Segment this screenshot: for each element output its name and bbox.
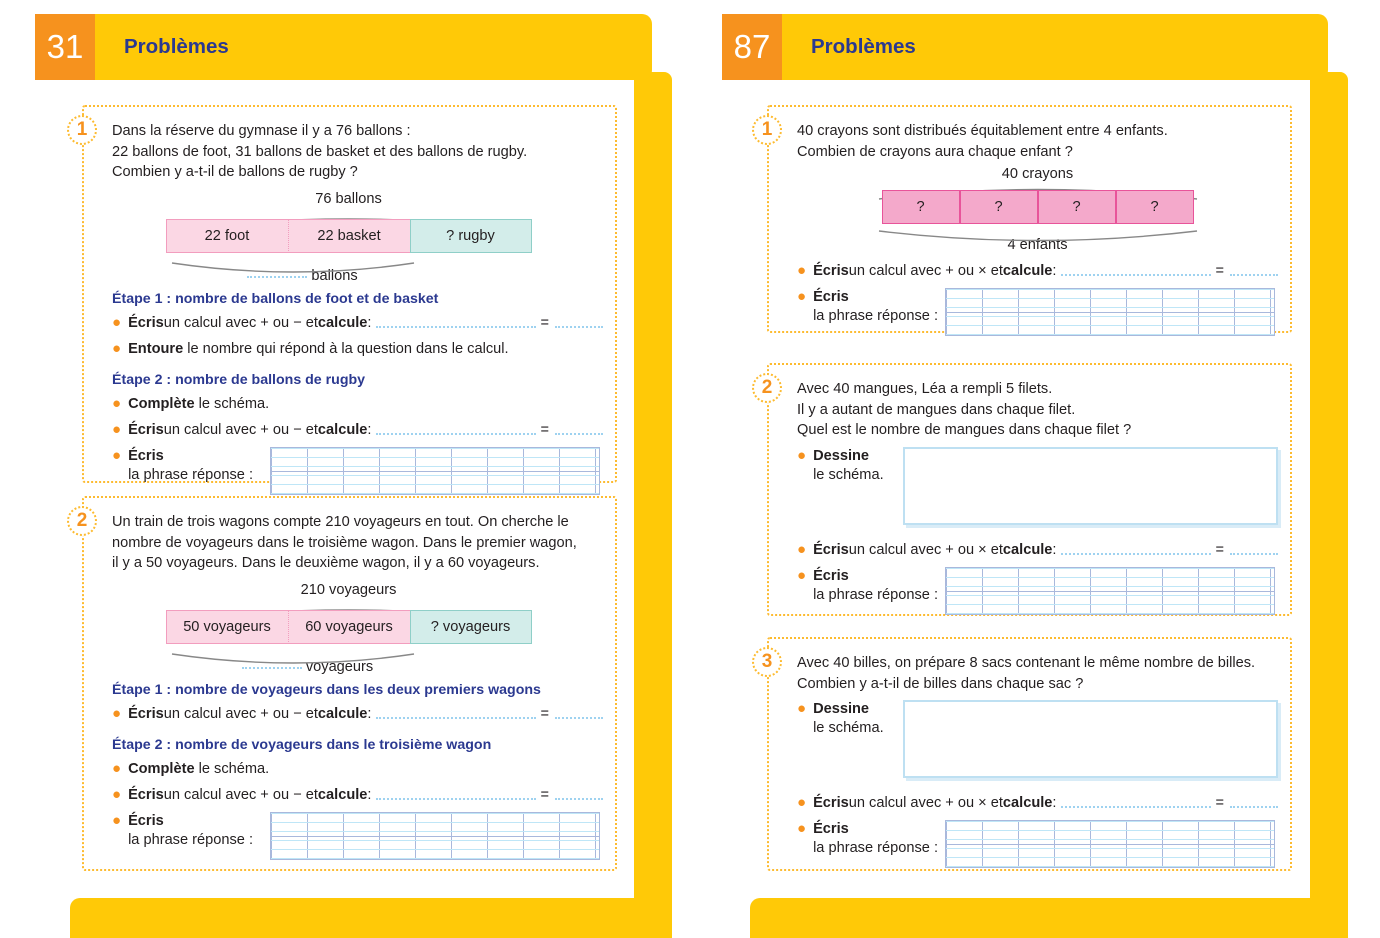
bar-diagram-cells	[166, 610, 532, 644]
exercise-block	[76, 105, 617, 483]
equals-sign: =	[1215, 541, 1224, 558]
bar-diagram-total-label: 210 voyageurs	[300, 581, 397, 598]
instruction-row: ● Écris un calcul avec + ou − et calcule : =	[112, 786, 603, 805]
instruction-row: ● Écris un calcul avec + ou − et calcule : =	[112, 705, 603, 724]
exercise-number: 1	[67, 115, 97, 145]
equals-sign: =	[1215, 795, 1224, 811]
equals-sign: =	[540, 705, 549, 722]
statement-line: Dans la réserve du gymnase il y a 76 ballons :	[112, 123, 411, 139]
instruction-verb2: calcule	[317, 705, 368, 722]
statement-line: Il y a autant de mangues dans chaque filet.	[797, 401, 1076, 418]
statement-line: 40 crayons sont distribués équitablement entre 4 enfants.	[797, 123, 1168, 139]
statement-line: Combien y a-t-il de billes dans chaque sac ?	[797, 675, 1084, 692]
exercise-number: 3	[752, 647, 782, 677]
exercise-block	[761, 363, 1292, 616]
bar-cell: ?	[1038, 190, 1116, 224]
equals-sign: =	[540, 421, 549, 438]
bullet-dot: ●	[112, 339, 122, 357]
instruction-verb2: calcule	[317, 314, 368, 331]
bar-diagram	[112, 582, 603, 675]
bar-diagram	[112, 191, 603, 284]
seyes-baseline	[946, 844, 1274, 845]
bullet-dot: ●	[112, 811, 122, 829]
bar-cell: ?	[960, 190, 1038, 224]
calc-input-line[interactable]	[376, 706, 536, 719]
bar-cell: ? voyageurs	[410, 610, 532, 644]
bar-cell: 22 foot	[166, 219, 288, 253]
bullet-dot: ●	[112, 420, 122, 438]
page-right	[722, 0, 1358, 938]
bullet-dot: ●	[797, 794, 807, 811]
step-title: Étape 1 : nombre de voyageurs dans les deux premiers wagons	[112, 681, 541, 698]
exercise-statement	[112, 121, 603, 183]
statement-line: Combien y a-t-il de ballons de rugby ?	[112, 164, 358, 180]
bullet-dot: ●	[112, 394, 122, 412]
instruction-text: le schéma.	[813, 466, 884, 483]
instruction-row: ● Écris un calcul avec + ou − et calcule : =	[112, 314, 603, 333]
answer-sentence-row	[797, 288, 1278, 336]
answer-sentence-row	[797, 567, 1278, 615]
result-input-line[interactable]	[1230, 542, 1278, 555]
page-right-number: 87	[722, 14, 782, 80]
page-left-frame-vertical	[634, 72, 672, 922]
page-left-number: 31	[35, 14, 95, 80]
exercise-statement	[112, 512, 603, 574]
bullet-dot: ●	[112, 313, 122, 331]
instruction-row: ● Écris un calcul avec + ou × et calcule : =	[797, 794, 1278, 813]
draw-schema-row	[797, 447, 1278, 525]
step-title: Étape 1 : nombre de ballons de foot et de basket	[112, 290, 439, 307]
instruction-text: la phrase réponse :	[813, 586, 939, 603]
instruction-text: un calcul avec + ou × et	[848, 541, 1003, 558]
instruction-text: le schéma.	[813, 720, 884, 736]
instruction-verb2: calcule	[317, 421, 368, 438]
instruction-verb: Écris	[128, 314, 164, 331]
drawing-area[interactable]	[903, 700, 1278, 778]
instruction-row	[112, 340, 603, 359]
bar-diagram	[797, 166, 1278, 253]
instruction-verb: Écris	[813, 289, 849, 305]
exercise-number: 2	[752, 373, 782, 403]
instruction-text: la phrase réponse :	[813, 308, 939, 324]
bullet-dot: ●	[797, 288, 807, 305]
calc-input-line[interactable]	[376, 315, 536, 328]
bullet-dot: ●	[797, 566, 807, 584]
bar-diagram-answer-label: ballons	[2, 268, 603, 284]
statement-line: nombre de voyageurs dans le troisième wagon. Dans le premier wagon,	[112, 534, 577, 551]
calc-input-line[interactable]	[376, 787, 536, 800]
instruction-verb2: calcule	[1002, 263, 1053, 279]
equals-sign: =	[540, 786, 549, 803]
bullet-dot: ●	[112, 759, 122, 777]
statement-line: Un train de trois wagons compte 210 voyageurs en tout. On cherche le	[112, 514, 569, 530]
bar-diagram-cells	[166, 219, 532, 253]
answer-grid[interactable]	[945, 820, 1275, 868]
instruction-verb: Écris	[128, 447, 164, 464]
bullet-dot: ●	[797, 820, 807, 837]
instruction-row: ● Écris un calcul avec + ou × et calcule : =	[797, 541, 1278, 560]
instruction-verb: Écris	[813, 821, 849, 837]
instruction-verb: Écris	[813, 795, 849, 811]
bullet-dot: ●	[112, 446, 122, 464]
instruction-text: la phrase réponse :	[813, 840, 939, 856]
bar-cell: ?	[882, 190, 960, 224]
instruction-text: un calcul avec + ou − et	[163, 786, 318, 803]
page-left-frame-bottom	[70, 898, 672, 938]
result-input-line[interactable]	[1230, 795, 1278, 808]
statement-line: Quel est le nombre de mangues dans chaque filet ?	[797, 422, 1132, 438]
bar-diagram-answer-label: voyageurs	[12, 659, 603, 675]
answer-sentence-row	[112, 812, 603, 860]
answer-grid[interactable]	[945, 288, 1275, 336]
result-input-line[interactable]	[555, 706, 603, 719]
answer-sentence-row	[112, 447, 603, 495]
instruction-verb: Écris	[813, 567, 849, 584]
instruction-text: la phrase réponse :	[128, 831, 254, 848]
bar-cell: 50 voyageurs	[166, 610, 288, 644]
seyes-baseline	[271, 471, 599, 472]
calc-input-line[interactable]	[376, 422, 536, 435]
instruction-row: ● Écris un calcul avec + ou − et calcule : =	[112, 421, 603, 440]
instruction-text: un calcul avec + ou × et	[848, 263, 1003, 279]
instruction-text: le schéma.	[194, 760, 270, 777]
instruction-verb: Écris	[128, 812, 164, 829]
instruction-text: le schéma.	[194, 395, 270, 412]
statement-line: Combien de crayons aura chaque enfant ?	[797, 143, 1073, 160]
bar-diagram-answer-label: 4 enfants	[1007, 237, 1068, 253]
instruction-text: le nombre qui répond à la question dans le calcul.	[183, 340, 509, 357]
page-left-title: Problèmes	[124, 35, 229, 58]
bullet-dot: ●	[797, 540, 807, 558]
instruction-row: ● Écris un calcul avec + ou × et calcule : =	[797, 262, 1278, 281]
exercise-block	[761, 637, 1292, 871]
instruction-verb2: calcule	[1002, 795, 1053, 811]
instruction-row	[112, 395, 603, 414]
bar-cell: 60 voyageurs	[288, 610, 410, 644]
answer-grid[interactable]	[270, 447, 600, 495]
exercise-statement	[797, 379, 1278, 441]
instruction-row	[112, 760, 603, 779]
step-title: Étape 2 : nombre de ballons de rugby	[112, 371, 366, 388]
page-left	[22, 0, 682, 938]
answer-sentence-row	[797, 820, 1278, 868]
drawing-area[interactable]	[903, 447, 1278, 525]
exercise-number: 2	[67, 506, 97, 536]
exercise-statement	[797, 121, 1278, 162]
bar-diagram-total-label: 40 crayons	[1001, 166, 1074, 182]
result-input-line[interactable]	[555, 787, 603, 800]
answer-grid[interactable]	[945, 567, 1275, 615]
draw-schema-row	[797, 700, 1278, 778]
result-input-line[interactable]	[1230, 263, 1278, 276]
statement-line: il y a 50 voyageurs. Dans le deuxième wagon, il y a 60 voyageurs.	[112, 555, 540, 571]
page-right-header	[722, 14, 1328, 80]
statement-line: Avec 40 billes, on prépare 8 sacs contenant le même nombre de billes.	[797, 655, 1256, 671]
instruction-text: un calcul avec + ou × et	[848, 795, 1003, 811]
page-right-frame-vertical	[1310, 72, 1348, 922]
instruction-verb: Dessine	[813, 701, 870, 717]
exercise-block	[761, 105, 1292, 333]
instruction-verb: Écris	[128, 421, 164, 438]
instruction-verb: Entoure	[128, 340, 184, 357]
instruction-verb: Complète	[128, 760, 195, 777]
instruction-verb: Écris	[128, 786, 164, 803]
exercise-number: 1	[752, 115, 782, 145]
equals-sign: =	[1215, 263, 1224, 279]
instruction-text: un calcul avec + ou − et	[163, 314, 318, 331]
answer-grid[interactable]	[270, 812, 600, 860]
fill-blank[interactable]	[242, 667, 302, 669]
bar-diagram-total-label: 76 ballons	[315, 190, 382, 207]
calc-input-line[interactable]	[1061, 542, 1211, 555]
fill-blank[interactable]	[247, 276, 307, 278]
page-left-header	[35, 14, 652, 80]
step-title: Étape 2 : nombre de voyageurs dans le troisième wagon	[112, 736, 492, 753]
bullet-dot: ●	[797, 262, 807, 279]
instruction-verb2: calcule	[317, 786, 368, 803]
seyes-baseline	[946, 591, 1274, 592]
equals-sign: =	[540, 314, 549, 331]
statement-line: 22 ballons de foot, 31 ballons de basket et des ballons de rugby.	[112, 143, 528, 160]
instruction-verb: Écris	[813, 541, 849, 558]
instruction-verb2: calcule	[1002, 541, 1053, 558]
instruction-text: la phrase réponse :	[128, 466, 254, 483]
page-right-title: Problèmes	[811, 35, 916, 58]
result-input-line[interactable]	[555, 315, 603, 328]
statement-line: Avec 40 mangues, Léa a rempli 5 filets.	[797, 381, 1053, 397]
bullet-dot: ●	[112, 785, 122, 803]
exercise-block	[76, 496, 617, 871]
instruction-verb: Dessine	[813, 447, 870, 464]
page-right-frame-bottom	[750, 898, 1348, 938]
exercise-statement	[797, 653, 1278, 694]
bar-cell: ?	[1116, 190, 1194, 224]
bullet-dot: ●	[797, 700, 807, 717]
calc-input-line[interactable]	[1061, 795, 1211, 808]
seyes-baseline	[946, 312, 1274, 313]
instruction-verb: Complète	[128, 395, 195, 412]
bullet-dot: ●	[112, 704, 122, 722]
instruction-text: un calcul avec + ou − et	[163, 705, 318, 722]
instruction-verb: Écris	[128, 705, 164, 722]
bullet-dot: ●	[797, 446, 807, 464]
seyes-baseline	[271, 836, 599, 837]
bar-cell: ? rugby	[410, 219, 532, 253]
instruction-verb: Écris	[813, 263, 849, 279]
bar-diagram-cells	[882, 190, 1194, 224]
instruction-text: un calcul avec + ou − et	[163, 421, 318, 438]
calc-input-line[interactable]	[1061, 263, 1211, 276]
result-input-line[interactable]	[555, 422, 603, 435]
bar-cell: 22 basket	[288, 219, 410, 253]
